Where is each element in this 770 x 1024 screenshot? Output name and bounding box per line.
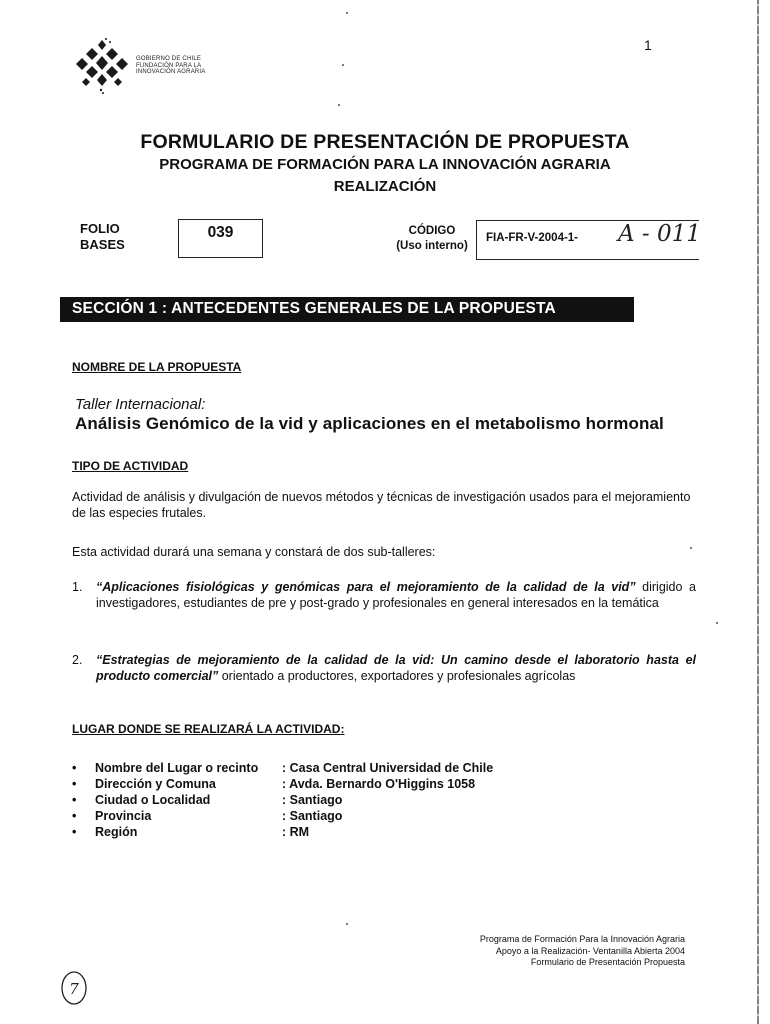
- footer-line: Formulario de Presentación Propuesta: [530, 957, 685, 967]
- scan-speck: [338, 104, 340, 106]
- list-item: [72, 652, 696, 684]
- nombre-heading: NOMBRE DE LA PROPUESTA: [72, 360, 242, 374]
- scan-speck: [342, 64, 344, 66]
- subworkshop-description: dirigido a investigadores, estudiantes de pre y post-grado y profesionales en general interesados en la temática: [96, 580, 696, 610]
- fia-logo-mark-icon: [72, 36, 136, 96]
- page-footer: [380, 934, 685, 969]
- handwritten-stamp-icon: [59, 967, 89, 1007]
- tipo-heading: TIPO DE ACTIVIDAD: [72, 459, 189, 473]
- codigo-value: FIA-FR-V-2004-1-: [486, 232, 579, 244]
- location-value: : RM: [282, 825, 310, 839]
- list-item: [72, 579, 696, 611]
- logo-text: [136, 56, 206, 76]
- list-number: 1.: [72, 580, 83, 594]
- folio-label-line: BASES: [80, 237, 125, 252]
- codigo-label: [378, 224, 486, 254]
- location-value: : Santiago: [282, 809, 343, 823]
- location-value: : Avda. Bernardo O'Higgins 1058: [282, 777, 476, 791]
- bullet-icon: •: [72, 793, 77, 807]
- location-row: [72, 809, 592, 825]
- list-number: 2.: [72, 653, 83, 667]
- scan-speck: [346, 12, 348, 14]
- fia-logo: [72, 36, 252, 96]
- form-title: FORMULARIO DE PRESENTACIÓN DE PROPUESTA: [140, 131, 630, 153]
- subworkshop-description: orientado a productores, exportadores y profesionales agrícolas: [218, 669, 576, 683]
- lugar-heading: LUGAR DONDE SE REALIZARÁ LA ACTIVIDAD:: [72, 722, 345, 736]
- codigo-label-line: CÓDIGO: [408, 225, 456, 237]
- location-row: [72, 793, 592, 809]
- activity-description: Actividad de análisis y divulgación de nuevos métodos y técnicas de investigación usados para el mejoramiento de las especies frutales.: [72, 490, 691, 520]
- location-row: [72, 777, 592, 793]
- footer-line: Apoyo a la Realización- Ventanilla Abierta 2004: [495, 945, 685, 956]
- location-label: Provincia: [95, 809, 152, 823]
- location-value: : Santiago: [282, 793, 343, 807]
- location-label: Ciudad o Localidad: [95, 793, 211, 807]
- bullet-icon: •: [72, 825, 77, 839]
- program-subtitle: PROGRAMA DE FORMACIÓN PARA LA INNOVACIÓN AGRARIA: [159, 156, 611, 173]
- location-list: [72, 761, 592, 841]
- location-row: [72, 761, 592, 777]
- folio-label: [80, 221, 125, 253]
- scan-speck: [716, 622, 718, 624]
- location-label: Nombre del Lugar o recinto: [95, 761, 259, 775]
- logo-line: FUNDACIÓN PARA LA: [136, 62, 202, 69]
- bullet-icon: •: [72, 809, 77, 823]
- codigo-handwritten: A - 011: [618, 221, 701, 247]
- logo-line: GOBIERNO DE CHILE: [136, 56, 202, 62]
- activity-duration: Esta actividad durará una semana y constará de dos sub-talleres:: [72, 545, 436, 559]
- folio-label-line: FOLIO: [80, 221, 120, 236]
- modality-subtitle: REALIZACIÓN: [333, 178, 437, 195]
- proposal-title: Análisis Genómico de la vid y aplicaciones en el metabolismo hormonal: [75, 414, 664, 433]
- subworkshop-title: “Aplicaciones fisiológicas y genómicas para el mejoramiento de la calidad de la vid”: [96, 580, 636, 594]
- folio-value: 039: [207, 224, 234, 241]
- bullet-icon: •: [72, 761, 77, 775]
- location-label: Dirección y Comuna: [95, 777, 216, 791]
- location-value: : Casa Central Universidad de Chile: [282, 761, 494, 775]
- bullet-icon: •: [72, 777, 77, 791]
- location-label: Región: [95, 825, 138, 839]
- location-row: [72, 825, 592, 841]
- stamp-text: 7: [69, 980, 79, 998]
- codigo-label-line: (Uso interno): [396, 240, 468, 252]
- logo-line: INNOVACIÓN AGRARIA: [136, 69, 206, 75]
- footer-line: Programa de Formación Para la Innovación Agraria: [479, 934, 685, 944]
- proposal-prefix: Taller Internacional:: [75, 396, 206, 413]
- subworkshop-title: “Estrategias de mejoramiento de la calidad de la vid: Un camino desde el laboratorio hasta el producto comercial”: [96, 653, 696, 683]
- page-number: 1: [644, 37, 652, 53]
- scan-speck: [346, 923, 348, 925]
- section-title: SECCIÓN 1 : ANTECEDENTES GENERALES DE LA PROPUESTA: [72, 300, 556, 317]
